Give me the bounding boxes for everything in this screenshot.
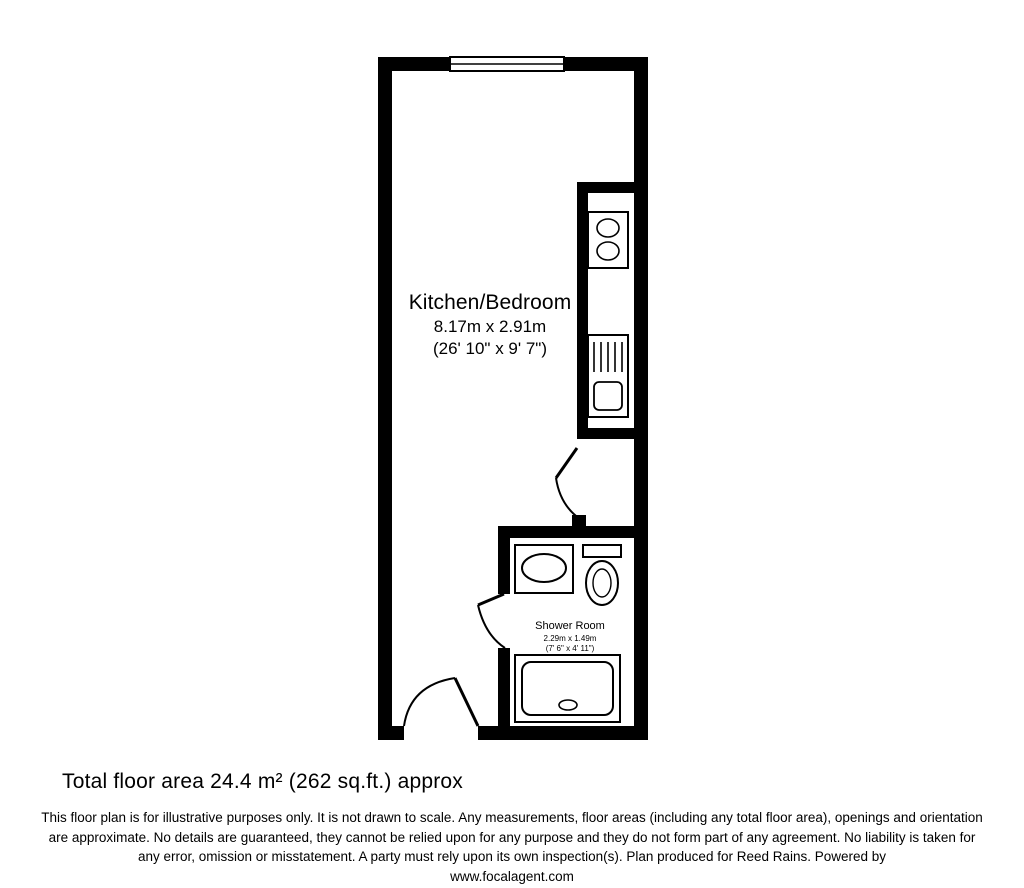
room-label-kitchen-bedroom	[330, 290, 650, 359]
room-dimensions-metric-shower-room: 2.29m x 1.49m	[543, 633, 597, 643]
disclaimer-text	[0, 808, 1024, 886]
room-dimensions-imperial-kitchen-bedroom: (26' 10" x 9' 7")	[432, 338, 547, 358]
window-top	[450, 57, 564, 71]
website-url: www.focalagent.com	[450, 868, 574, 884]
door-entrance	[404, 678, 478, 740]
total-floor-area: Total floor area 24.4 m² (262 sq.ft.) approx	[62, 770, 463, 793]
room-label-shower-room	[480, 620, 660, 654]
room-name-shower-room: Shower Room	[535, 620, 605, 632]
disclaimer-body: This floor plan is for illustrative purposes only. It is not drawn to scale. Any measurements, floor areas (including any total floor area), openings and orientation are approximate. No details are guaranteed, they cannot be relied upon for any purpose and they do not form part of any agreement. No liability is taken for any error, omission or misstatement. A party must rely upon its own inspection(s). Plan produced for Reed Rains. Powered by	[41, 810, 983, 865]
room-name-kitchen-bedroom: Kitchen/Bedroom	[408, 291, 572, 314]
room-dimensions-metric-kitchen-bedroom: 8.17m x 2.91m	[433, 317, 547, 337]
room-dimensions-imperial-shower-room: (7' 6" x 4' 11")	[545, 643, 595, 653]
floor-plan-footer	[0, 760, 1024, 886]
door-hall	[556, 448, 586, 529]
